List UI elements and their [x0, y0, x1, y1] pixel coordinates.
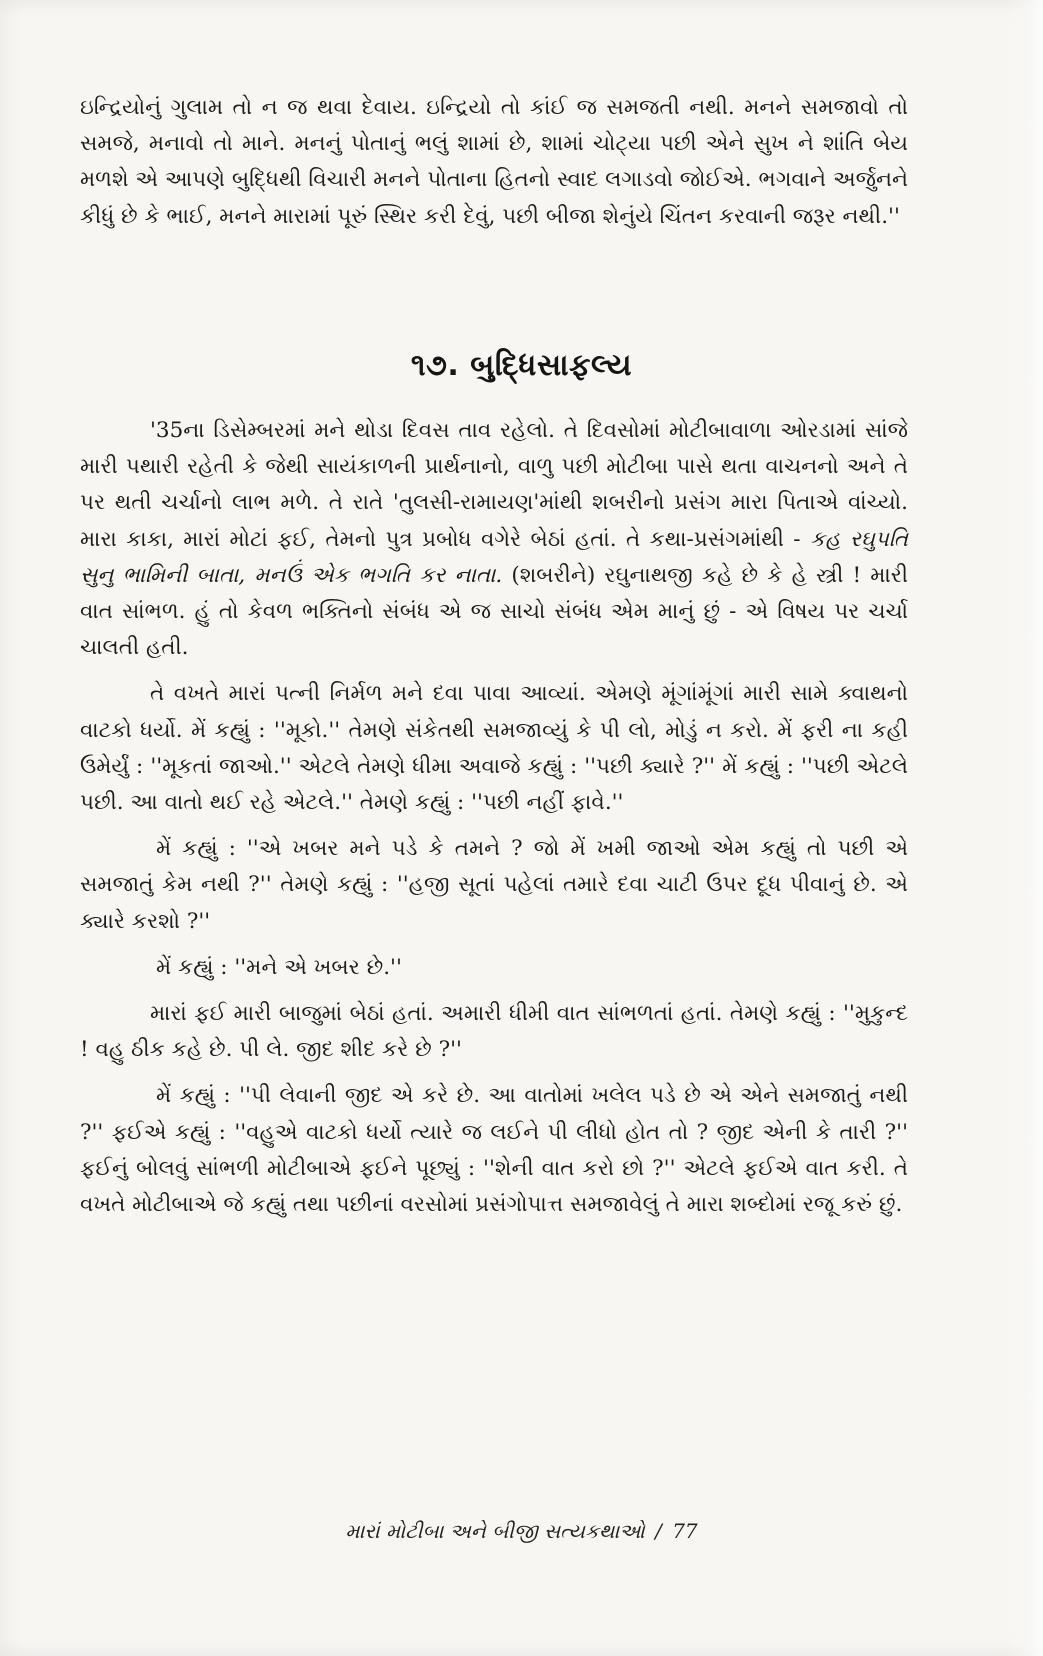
- page-edge-shading: [1007, 0, 1043, 1656]
- paragraph-1-text-start: '35ના ડિસેમ્બરમાં મને થોડા દિવસ તાવ રહેલો. તે દિવસોમાં મોટીબાવાળા ઓરડામાં સાંજે મારી પથારી રહેતી કે જેથી સાયંકાળની પ્રાર્થનાનો, વાળુ પછી મોટીબા પાસે થતા વાચનનો અને તે પર થતી ચર્ચાનો લાભ મળે. તે રાતે 'તુલસી-રામાયણ'માંથી શબરીનો પ્રસંગ મારા પિતાએ વાંચ્યો. મારા કાકા, મારાં મોટાં ફઈ, તેમનો પુત્ર પ્રબોધ વગેરે બેઠાં હતાં. તે કથા-પ્રસંગમાંથી -: [80, 418, 908, 552]
- footer-book-title: મારાં મોટીબા અને બીજી સત્યકથાઓ: [345, 1519, 645, 1543]
- footer-separator: /: [655, 1519, 662, 1543]
- verse-quote: કહ રઘુપતિ સુનુ ભામિની બાતા, મનઉં એક ભગતિ કર નાતા.: [80, 526, 908, 588]
- body-paragraph-6: મેં કહ્યું : ''પી લેવાની જીદ એ કરે છે. આ વાતોમાં ખલેલ પડે છે એ એને સમજાતું નથી ?'' ફઈએ કહ્યું : ''વહુએ વાટકો ધર્યો ત્યારે જ લઈને પી લીધો હોત તો ? જીદ એની કે તારી ?'' ફઈનું બોલવું સાંભળી મોટીબાએ ફઈને પૂછ્યું : ''શેની વાત કરો છો ?'' એટલે ફઈએ વાત કરી. તે વખતે મોટીબાએ જે કહ્યું તથા પછીનાં વરસોમાં પ્રસંગોપાત્ત સમજાવેલું તે મારા શબ્દોમાં રજૂ કરું છું.: [80, 1083, 908, 1218]
- page-footer: [0, 1519, 1043, 1543]
- opening-paragraph: ઇન્દ્રિયોનું ગુલામ તો ન જ થવા દેવાય. ઇન્દ્રિયો તો કાંઈ જ સમજતી નથી. મનને સમજાવો તો સમજે, મનાવો તો માને. મનનું પોતાનું ભલું શામાં છે, શામાં ચોટ્યા પછી એને સુખ ને શાંતિ બેય મળશે એ આપણે બુદ્ધિથી વિચારી મનને પોતાના હિતનો સ્વાદ લગાડવો જોઈએ. ભગવાને અર્જુનને કીધું છે કે ભાઈ, મનને મારામાં પૂરું સ્થિર કરી દેવું, પછી બીજા શેનુંયે ચિંતન કરવાની જરૂર નથી.'': [80, 95, 908, 229]
- body-paragraph-1: [80, 413, 908, 666]
- body-paragraph-2: તે વખતે મારાં પત્ની નિર્મળ મને દવા પાવા આવ્યાં. એમણે મૂંગાંમૂંગાં મારી સામે ક્વાથનો વાટકો ધર્યો. મેં કહ્યું : ''મૂકો.'' તેમણે સંકેતથી સમજાવ્યું કે પી લો, મોડું ન કરો. મેં ફરી ના કહી ઉમેર્યું : ''મૂકતાં જાઓ.'' એટલે તેમણે ધીમા અવાજે કહ્યું : ''પછી ક્યારે ?'' મેં કહ્યું : ''પછી એટલે પછી. આ વાતો થઈ રહે એટલે.'' તેમણે કહ્યું : ''પછી નહીં ફાવે.'': [80, 681, 909, 816]
- chapter-body: [80, 413, 908, 1223]
- chapter-heading: ૧૭. બુદ્ધિસાફલ્ય: [410, 348, 633, 383]
- body-paragraph-4: મેં કહ્યું : ''મને એ ખબર છે.'': [156, 954, 402, 980]
- body-paragraph-5: મારાં ફઈ મારી બાજુમાં બેઠાં હતાં. અમારી ધીમી વાત સાંભળતાં હતાં. તેમણે કહ્યું : ''મુકુન્દ ! વહુ ઠીક કહે છે. પી લે. જીદ શીદ કરે છે ?'': [80, 1001, 908, 1063]
- paragraph-1-text-end: (શબરીને) રઘુનાથજી કહે છે કે હે સ્ત્રી ! મારી વાત સાંભળ. હું તો કેવળ ભક્તિનો સંબંધ એ જ સાચો સંબંધ એમ માનું છું - એ વિષય પર ચર્ચા ચાલતી હતી.: [80, 562, 908, 661]
- opening-paragraph-block: [80, 90, 908, 235]
- page-number: 77: [672, 1519, 698, 1543]
- body-paragraph-3: મેં કહ્યું : ''એ ખબર મને પડે કે તમને ? જો મેં ખમી જાઓ એમ કહ્યું તો પછી એ સમજાતું કેમ નથી ?'' તેમણે કહ્યું : ''હજી સૂતાં પહેલાં તમારે દવા ચાટી ઉપર દૂધ પીવાનું છે. એ ક્યારે કરશો ?'': [80, 836, 909, 934]
